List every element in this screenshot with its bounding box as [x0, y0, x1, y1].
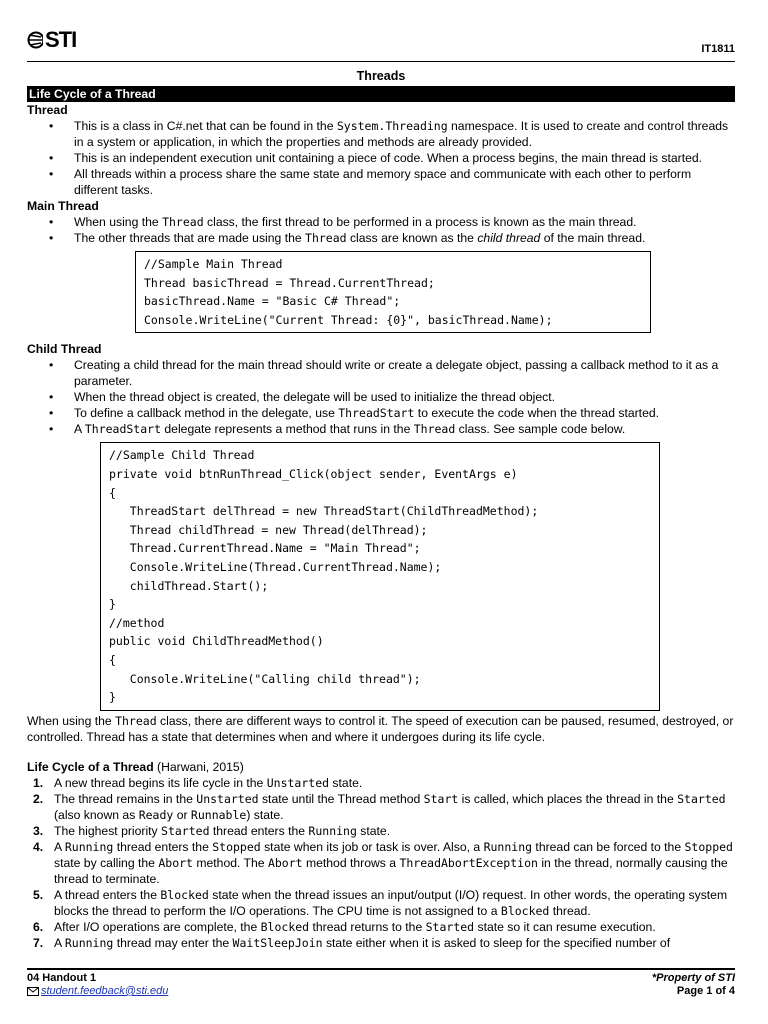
footer-divider [27, 968, 735, 970]
step-number: 2. [33, 791, 44, 806]
handout-label: 04 Handout 1 [27, 972, 97, 984]
footer-left [27, 972, 168, 998]
property-label: *Property of STI [651, 972, 735, 984]
main-thread-bullets [27, 214, 735, 246]
list-item: • A ThreadStart delegate represents a method that runs in the Thread class. See sample code below. [27, 421, 735, 437]
list-item: • Creating a child thread for the main thread should write or create a delegate object, passing a callback method to it as a parameter. [27, 357, 735, 389]
lifecycle-step: 7. A Running thread may enter the WaitSleepJoin state either when it is asked to sleep for the specified number of [33, 935, 671, 950]
lifecycle-heading: Life Cycle of a Thread (Harwani, 2015) [27, 759, 244, 774]
thread-bullets [27, 118, 735, 198]
code-line: Thread childThread = new Thread(delThread); [109, 522, 428, 537]
code-line: //Sample Main Thread [144, 257, 283, 271]
step-number: 5. [33, 887, 44, 902]
section-bar: Life Cycle of a Thread [27, 86, 735, 102]
mail-icon [27, 987, 39, 996]
code-line: Thread basicThread = Thread.CurrentThread; [144, 275, 435, 290]
code-line: { [109, 652, 116, 667]
code-line: //Sample Child Thread [109, 448, 255, 463]
lifecycle-step: 1. A new thread begins its life cycle in the Unstarted state. [33, 775, 363, 790]
lifecycle-step: 5. A thread enters the Blocked state when the thread issues an input/output (I/O) request. In other words, the operating system blocks the thread to perform the I/O operations. The CPU time is not assigned to a Blocked thread. [33, 887, 728, 918]
code-line: basicThread.Name = "Basic C# Thread"; [144, 294, 401, 309]
lifecycle-steps [27, 775, 735, 951]
list-item: • All threads within a process share the same state and memory space and communicate with each other to perform different tasks. [27, 166, 735, 198]
list-item: • When the thread object is created, the delegate will be used to initialize the thread object. [27, 389, 735, 405]
list-item: • The other threads that are made using the Thread class are known as the child thread of the main thread. [27, 230, 735, 246]
logo-text: STI [45, 27, 77, 52]
lifecycle-step: 4. A Running thread enters the Stopped state when its job or task is over. Also, a Running thread can be forced to the Stopped state by calling the Abort method. The Abort method throws a ThreadAbortException in the thread, normally causing the thread to terminate. [33, 839, 733, 886]
sti-globe-icon [27, 29, 43, 51]
code-line: Console.WriteLine(Thread.CurrentThread.Name); [109, 559, 442, 574]
list-item: • When using the Thread class, the first thread to be performed in a process is known as the main thread. [27, 214, 735, 230]
code-line: Console.WriteLine("Current Thread: {0}", basicThread.Name); [144, 312, 553, 327]
sti-logo [27, 27, 76, 53]
code-line: Console.WriteLine("Calling child thread"); [109, 671, 421, 686]
thread-heading: Thread [27, 103, 68, 117]
main-thread-code-sample [135, 251, 651, 333]
step-number: 1. [33, 775, 44, 790]
header-divider [27, 61, 735, 62]
step-number: 6. [33, 919, 44, 934]
code-line: { [109, 485, 116, 500]
step-number: 7. [33, 935, 44, 950]
footer-right [652, 972, 735, 998]
step-number: 4. [33, 839, 44, 854]
list-item: • To define a callback method in the delegate, use ThreadStart to execute the code when the thread started. [27, 405, 735, 421]
list-item: • This is a class in C#.net that can be found in the System.Threading namespace. It is used to create and control threads in a system or application, in which the properties and methods are already provided. [27, 118, 735, 150]
lifecycle-step: 6. After I/O operations are complete, the Blocked thread returns to the Started state so it can resume execution. [33, 919, 656, 934]
lifecycle-step: 2. The thread remains in the Unstarted state until the Thread method Start is called, which places the thread in the Started (also known as Ready or Runnable) state. [33, 791, 726, 822]
page-title: Threads [356, 69, 406, 83]
child-thread-heading: Child Thread [27, 342, 102, 357]
code-line: Thread.CurrentThread.Name = "Main Thread"; [109, 541, 421, 556]
lifecycle-step: 3. The highest priority Started thread enters the Running state. [33, 823, 391, 838]
code-line: } [109, 597, 116, 612]
feedback-email-link[interactable]: student.feedback@sti.edu [41, 985, 169, 997]
intro-paragraph: When using the Thread class, there are different ways to control it. The speed of execution can be paused, resumed, destroyed, or controlled. Thread has a state that determines when and where it undergoes during its life cycle. [27, 713, 734, 744]
code-line: private void btnRunThread_Click(object sender, EventArgs e) [109, 466, 518, 481]
step-number: 3. [33, 823, 44, 838]
main-thread-heading: Main Thread [27, 199, 99, 213]
code-line: public void ChildThreadMethod() [109, 634, 324, 649]
list-item: • This is an independent execution unit containing a piece of code. When a process begins, the main thread is started. [27, 150, 735, 166]
page-header [27, 27, 735, 61]
code-line: //method [109, 615, 165, 630]
course-code: IT1811 [701, 43, 735, 55]
code-line: } [109, 690, 116, 705]
code-line: childThread.Start(); [109, 578, 269, 593]
page-number: Page 1 of 4 [676, 985, 735, 997]
child-thread-code-sample [100, 442, 660, 710]
code-line: ThreadStart delThread = new ThreadStart(ChildThreadMethod); [109, 504, 539, 519]
child-thread-bullets [27, 357, 735, 437]
document-body [27, 68, 735, 951]
